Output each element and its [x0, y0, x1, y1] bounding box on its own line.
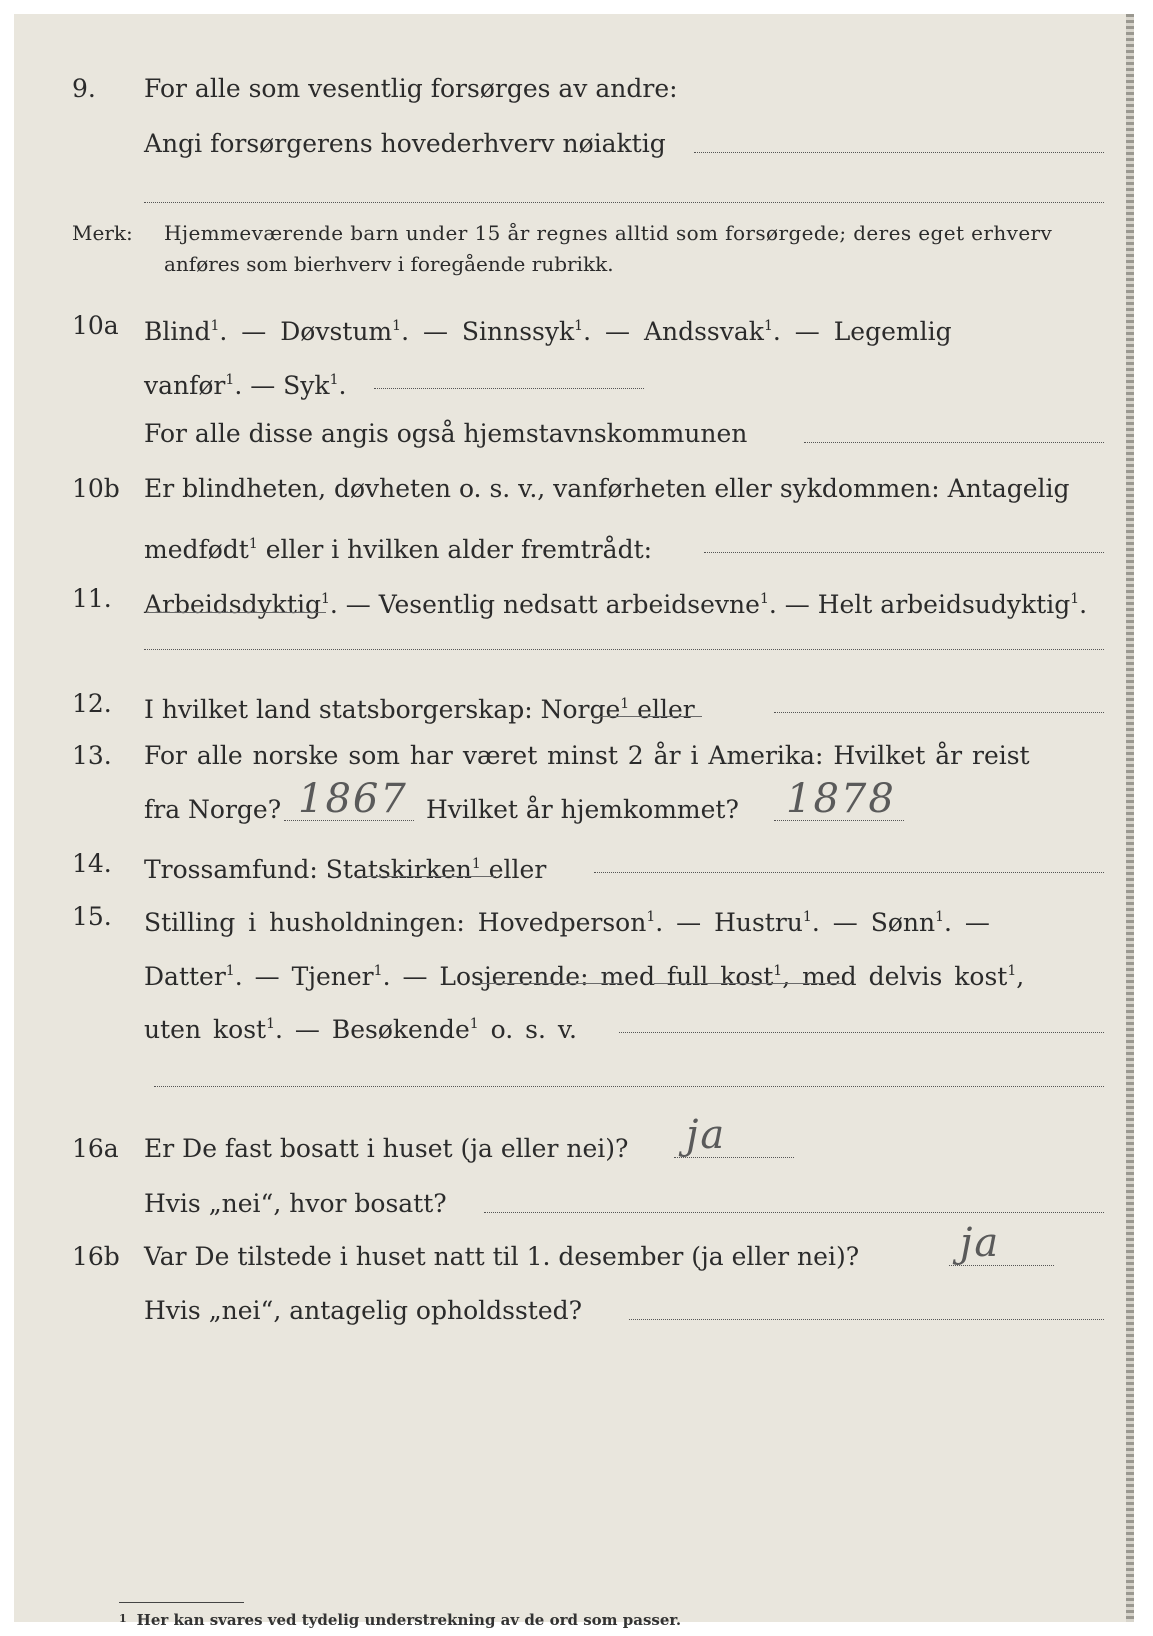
merk-label: Merk: [72, 221, 133, 245]
footnote-ref: 1 [759, 591, 769, 607]
handwritten-underline-full-kost [654, 983, 844, 984]
option-arbeidsdyktig[interactable]: Arbeidsdyktig [144, 590, 321, 619]
footnote-text: Her kan svares ved tydelig understrekning av de ord som passer. [136, 1611, 682, 1629]
q14-line [14, 844, 1134, 884]
q13-line2 [14, 790, 1134, 830]
handwritten-answer-ja-16b[interactable]: ja [960, 1220, 1001, 1266]
q15-fill-line2[interactable] [154, 1086, 1104, 1087]
handwritten-answer-ja-16a[interactable]: ja [686, 1112, 727, 1158]
footnote-ref: 1 [620, 696, 630, 712]
q10a-number: 10a [72, 311, 119, 340]
q10b-number: 10b [72, 474, 120, 503]
q10a-line3 [14, 414, 1134, 454]
option-medfodt[interactable]: medfødt [144, 535, 249, 564]
option-med-full-kost[interactable]: med full kost [600, 962, 774, 991]
q15-text[interactable]: Stilling i husholdningen: Hovedperson [144, 908, 647, 937]
handwritten-underline-arbeidsdyktig [146, 612, 326, 613]
option-norge[interactable]: Norge [540, 695, 621, 724]
option-blind[interactable]: Blind [144, 317, 211, 346]
q16a-fill-line[interactable] [674, 1157, 794, 1158]
option-vanfor[interactable]: vanfør [144, 371, 226, 400]
q16a-fill-line2[interactable] [484, 1212, 1104, 1213]
q15-line2: Datter$^1$. — Tjener$^1$. — Losjerende: med full kost$^1$, med delvis kost$^1$, [144, 962, 1025, 991]
q16a-line2 [14, 1184, 1134, 1224]
q11-line: 11. Arbeidsdyktig$^1$. — Vesentlig nedsatt arbeidsevne$^1$. — Helt arbeidsudyktig$^1$. [14, 579, 1134, 619]
footnote-ref: 1 [1007, 963, 1017, 979]
option-besokende[interactable]: Besøkende [331, 1015, 470, 1044]
q10b-line2 [14, 524, 1134, 564]
footnote-ref: 1 [266, 1016, 275, 1032]
handwritten-answer-1867[interactable]: 1867 [298, 776, 408, 822]
q16b-fill-line[interactable] [949, 1265, 1054, 1266]
footnote-ref: 1 [210, 318, 220, 334]
q13-text: For alle norske som har været minst 2 år i Amerika: Hvilket år reist [144, 741, 1030, 770]
q13-number: 13. [72, 741, 112, 770]
footnote-ref: 1 [574, 318, 584, 334]
merk-line1: Hjemmeværende barn under 15 år regnes alltid som forsørgede; deres eget erhverv [164, 221, 1053, 245]
q14-fill-line[interactable] [594, 872, 1104, 873]
q13-fill-line2[interactable] [774, 820, 904, 821]
q10a-text3: For alle disse angis også hjemstavnskommunen [144, 419, 748, 448]
option-datter[interactable]: Datter [144, 962, 226, 991]
footnote-ref: 1 [471, 856, 481, 872]
footnote-ref: 1 [225, 963, 235, 979]
form-page [14, 14, 1134, 1629]
q15-osv: o. s. v. [490, 1015, 577, 1044]
q9-text2: Angi forsørgerens hovederhverv nøiaktig [144, 129, 666, 158]
q16b-number: 16b [72, 1242, 120, 1271]
q13-text3: Hvilket år hjemkommet? [426, 795, 739, 824]
q16a-line1 [14, 1129, 1134, 1169]
q15-number: 15. [72, 902, 112, 931]
q13-line1 [14, 736, 1134, 776]
q10a-items: Blind$^1$. — Døvstum$^1$. — Sinnssyk$^1$. — Andssvak$^1$. — Legemlig [144, 317, 952, 346]
q11-number: 11. [72, 584, 112, 613]
q15-line1: 15. Stilling i husholdningen: Hovedperson$^1$. — Hustru$^1$. — Sønn$^1$. — [14, 897, 1134, 937]
merk-line2: anføres som bierhverv i foregående rubrikk. [164, 252, 614, 276]
q16b-text2: Hvis „nei“, antagelig opholdssted? [144, 1296, 583, 1325]
footnote-ref: 1 [763, 318, 773, 334]
q12-number: 12. [72, 689, 112, 718]
q14-eller: eller [488, 855, 547, 884]
footnote-ref: 1 [320, 591, 330, 607]
option-sinnssyk[interactable]: Sinnssyk [461, 317, 575, 346]
footnote-ref: 1 [329, 372, 339, 388]
footnote-ref: 1 [1070, 591, 1080, 607]
q10b-text: Er blindheten, døvheten o. s. v., vanførheten eller sykdommen: Antagelig [144, 474, 1070, 503]
q12-fill-line[interactable] [774, 712, 1104, 713]
footnote-ref: 1 [392, 318, 402, 334]
footnote-ref: 1 [935, 909, 944, 925]
q12-text: I hvilket land statsborgerskap: [144, 695, 533, 724]
q9-number: 9. [72, 74, 96, 103]
q13-fill-line[interactable] [284, 820, 414, 821]
q9-line1 [14, 69, 1134, 109]
option-sonn[interactable]: Sønn [870, 908, 936, 937]
q16a-number: 16a [72, 1134, 119, 1163]
q16a-text2: Hvis „nei“, hvor bosatt? [144, 1189, 447, 1218]
q9-text: For alle som vesentlig forsørges av andre: [144, 74, 678, 103]
option-statskirken[interactable]: Statskirken [325, 855, 472, 884]
footnote-ref: 1 [225, 372, 235, 388]
q13-text2: fra Norge? [144, 795, 282, 824]
q16b-fill-line2[interactable] [629, 1319, 1104, 1320]
q16b-line2 [14, 1291, 1134, 1331]
footnote-mark: 1 [119, 1612, 127, 1625]
q11-fill-line[interactable] [144, 649, 1104, 650]
option-uten-kost[interactable]: uten kost [144, 1015, 267, 1044]
footnote-ref: 1 [373, 963, 383, 979]
footnote-ref: 1 [802, 909, 812, 925]
option-nedsatt[interactable]: . — Vesentlig nedsatt arbeidsevne [329, 590, 760, 619]
footnote-ref: 1 [469, 1016, 479, 1032]
footnote-ref: 1 [773, 963, 783, 979]
option-dovstum[interactable]: Døvstum [280, 317, 393, 346]
option-hustru[interactable]: Hustru [714, 908, 803, 937]
footnote-ref: 1 [248, 536, 258, 552]
handwritten-underline-statskirken [356, 876, 496, 877]
option-delvis-kost[interactable]: , med delvis kost [782, 962, 1008, 991]
option-syk[interactable]: Syk [283, 371, 330, 400]
q10b-text2: eller i hvilken alder fremtrådt: [265, 535, 653, 564]
q10a-line1 [14, 306, 1134, 346]
footnote-ref: 1 [646, 909, 656, 925]
q10b-line1 [14, 469, 1134, 509]
option-udyktig[interactable]: . — Helt arbeidsudyktig [768, 590, 1071, 619]
q16a-text: Er De fast bosatt i huset (ja eller nei)? [144, 1134, 629, 1163]
q10b-fill-line[interactable] [704, 552, 1104, 553]
handwritten-underline-losjerende [474, 983, 624, 984]
q12-line [14, 684, 1134, 724]
q10a-line2: vanfør$^1$. — Syk$^1$. [144, 371, 347, 400]
option-tjener[interactable]: Tjener [291, 962, 374, 991]
option-legemlig[interactable]: Legemlig [833, 317, 952, 346]
q14-number: 14. [72, 849, 112, 878]
footnote [119, 1611, 681, 1629]
q9-line2 [14, 124, 1134, 164]
q10a-fill-line2[interactable] [804, 442, 1104, 443]
option-andssvak[interactable]: Andssvak [643, 317, 764, 346]
q16b-text: Var De tilstede i huset natt til 1. desember (ja eller nei)? [144, 1242, 860, 1271]
handwritten-answer-1878[interactable]: 1878 [786, 776, 896, 822]
footnote-rule [119, 1602, 244, 1603]
q15-fill-line[interactable] [619, 1032, 1104, 1033]
q10a-fill-line[interactable] [374, 388, 644, 389]
option-losjerende[interactable]: Losjerende [439, 962, 581, 991]
q15-line3: uten kost$^1$. — Besøkende$^1$ o. s. v. [144, 1015, 577, 1044]
q9-fill-line[interactable] [694, 152, 1104, 153]
q12-eller: eller [637, 695, 695, 724]
q9-fill-line2[interactable] [144, 202, 1104, 203]
handwritten-underline-norge [592, 716, 702, 717]
q14-text: Trossamfund: [144, 855, 318, 884]
